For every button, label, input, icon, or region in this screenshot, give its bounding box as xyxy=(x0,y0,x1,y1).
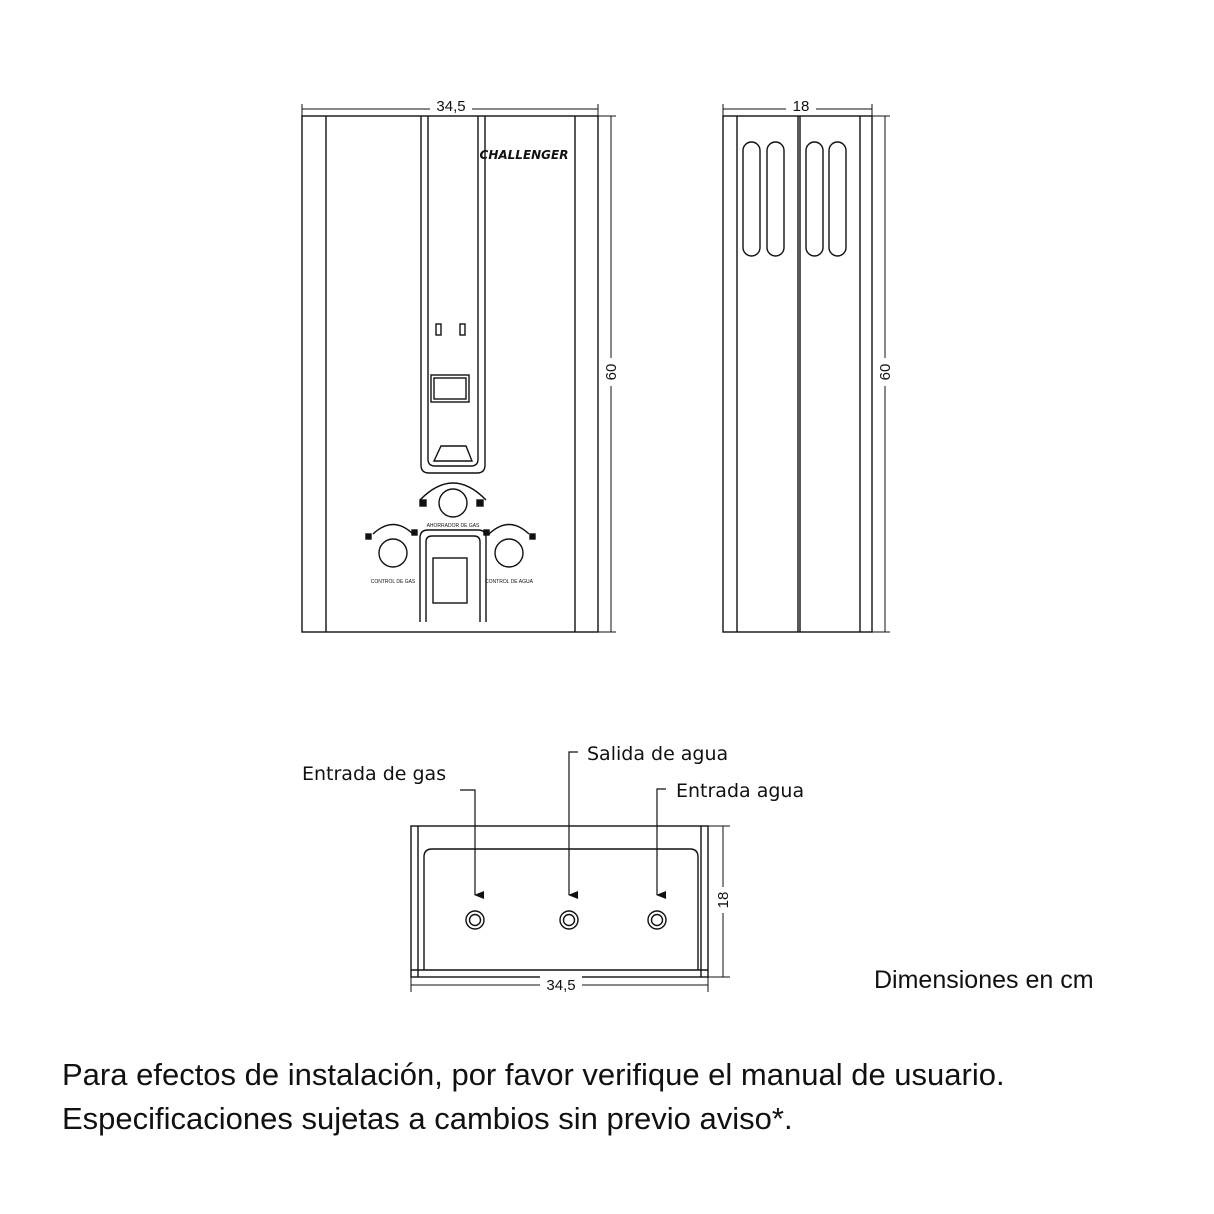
brand-logo-text: CHALLENGER xyxy=(479,148,569,162)
water-outlet-leader xyxy=(569,752,578,895)
gas-inlet-connection xyxy=(466,911,484,929)
vent-slot xyxy=(767,142,784,256)
lower-panel xyxy=(420,530,486,622)
gas-inlet-callout: Entrada de gas xyxy=(302,763,447,785)
footer-line-2: Especificaciones sujetas a cambios sin previo aviso*. xyxy=(62,1101,793,1136)
water-outlet-connection xyxy=(560,911,578,929)
vent-slot xyxy=(829,142,846,256)
display-column xyxy=(421,116,485,473)
front-height-label: 60 xyxy=(603,363,620,381)
bottom-depth-label: 18 xyxy=(715,891,732,909)
gas-saver-label: AHORRADOR DE GAS xyxy=(426,523,480,529)
water-inlet-leader xyxy=(657,789,666,895)
water-outlet-callout: Salida de agua xyxy=(587,743,729,765)
gas-saver-knob xyxy=(439,489,467,517)
gas-control-label: CONTROL DE GAS xyxy=(370,579,416,585)
side-height-label: 60 xyxy=(877,363,894,381)
front-outline xyxy=(302,116,598,632)
front-view xyxy=(302,104,616,632)
display-screen xyxy=(431,375,469,402)
water-inlet-callout: Entrada agua xyxy=(676,780,805,802)
footer-line-1: Para efectos de instalación, por favor verifique el manual de usuario. xyxy=(62,1057,1005,1092)
units-note: Dimensiones en cm xyxy=(874,966,1094,994)
side-view xyxy=(723,104,890,632)
water-inlet-connection xyxy=(648,911,666,929)
bottom-width-label: 34,5 xyxy=(546,977,576,994)
front-width-label: 34,5 xyxy=(436,98,466,115)
vent-slot xyxy=(806,142,823,256)
lower-window xyxy=(433,558,467,603)
water-control-label: CONTROL DE AGUA xyxy=(485,579,533,585)
gas-inlet-leader xyxy=(460,790,475,895)
gas-control-knob xyxy=(379,539,407,567)
side-width-label: 18 xyxy=(792,98,810,115)
vent-slot xyxy=(743,142,760,256)
water-control-knob xyxy=(495,539,523,567)
